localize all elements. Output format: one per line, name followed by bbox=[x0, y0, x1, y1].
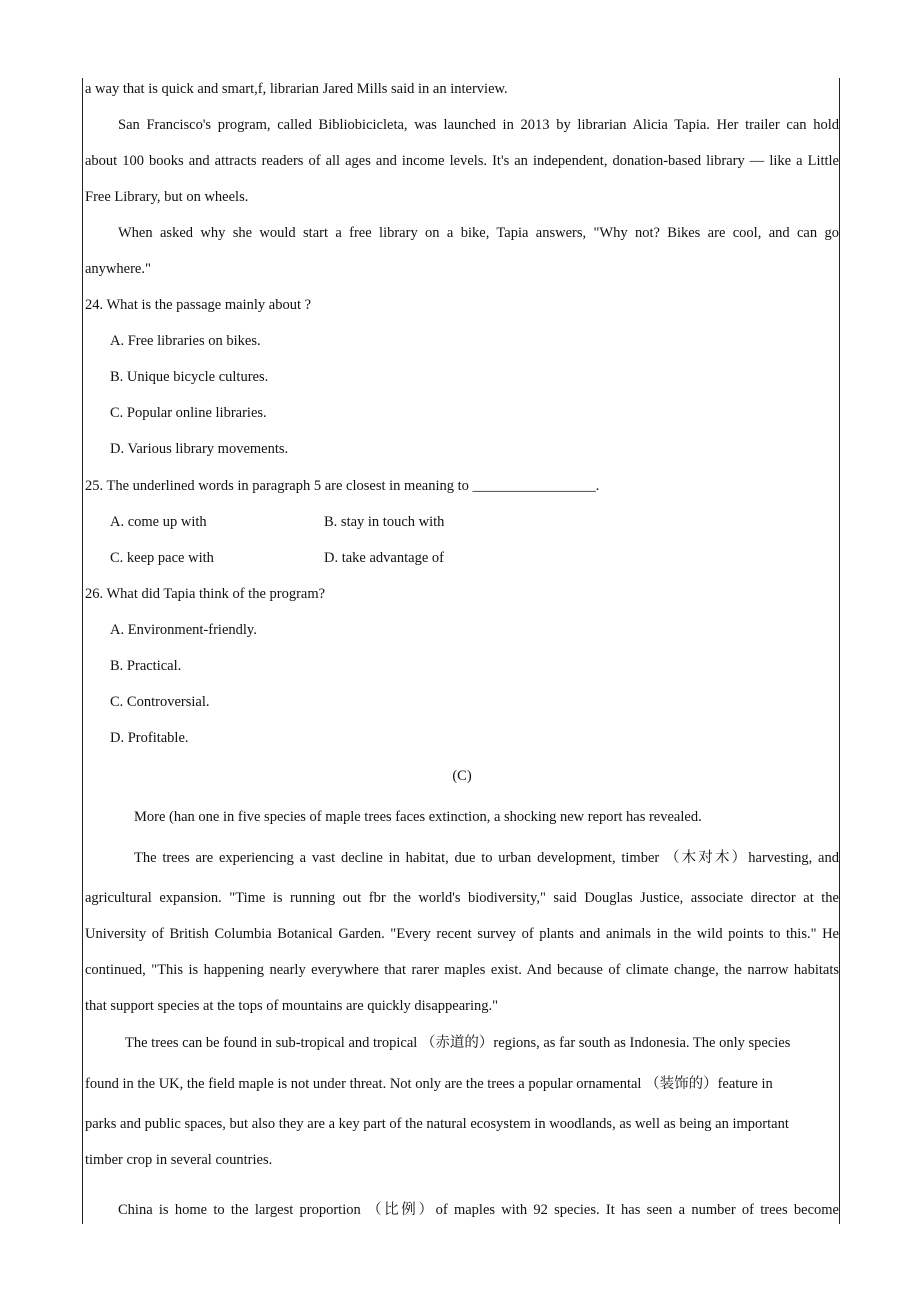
passage-c-paragraph-line: agricultural expansion. "Time is running out fbr the world's biodiversity," said Douglas Justice, associate director at the bbox=[85, 890, 839, 906]
question-26-stem: 26. What did Tapia think of the program? bbox=[85, 586, 326, 602]
question-25-stem: 25. The underlined words in paragraph 5 are closest in meaning to _________________. bbox=[85, 478, 600, 494]
passage-c-paragraph-line: More (han one in five species of maple trees faces extinction, a shocking new report has revealed. bbox=[134, 809, 702, 825]
passage-b-paragraph-line: Free Library, but on wheels. bbox=[85, 189, 249, 205]
question-26-option-a: A. Environment-friendly. bbox=[110, 622, 257, 638]
question-26-option-d: D. Profitable. bbox=[110, 730, 189, 746]
page-frame-right-border bbox=[839, 78, 840, 1224]
question-24-option-b: B. Unique bicycle cultures. bbox=[110, 369, 269, 385]
passage-c-heading: (C) bbox=[452, 768, 472, 784]
passage-c-paragraph-line: parks and public spaces, but also they are a key part of the natural ecosystem in woodlands, as well as being an important bbox=[85, 1116, 789, 1132]
question-24-option-a: A. Free libraries on bikes. bbox=[110, 333, 261, 349]
passage-c-paragraph-line: that support species at the tops of mountains are quickly disappearing." bbox=[85, 998, 499, 1014]
passage-b-paragraph-line: anywhere." bbox=[85, 261, 151, 277]
passage-b-paragraph-line: San Francisco's program, called Bibliobicicleta, was launched in 2013 by librarian Alicia Tapia. Her trailer can hold bbox=[118, 117, 839, 133]
passage-b-paragraph-line: When asked why she would start a free library on a bike, Tapia answers, "Why not? Bikes are cool, and can go bbox=[118, 225, 839, 241]
passage-c-paragraph-line: found in the UK, the field maple is not under threat. Not only are the trees a popular ornamental （装饰的）feature in bbox=[85, 1076, 773, 1092]
question-25-option-a: A. come up with bbox=[110, 514, 207, 530]
passage-c-paragraph-line: China is home to the largest proportion （比例）of maples with 92 species. It has seen a number of trees become bbox=[118, 1202, 839, 1218]
passage-c-paragraph-line: University of British Columbia Botanical Garden. "Every recent survey of plants and animals in the wild points to this." He bbox=[85, 926, 839, 942]
question-26-option-c: C. Controversial. bbox=[110, 694, 210, 710]
passage-b-line: a way that is quick and smart,f, librarian Jared Mills said in an interview. bbox=[85, 81, 508, 97]
question-24-option-d: D. Various library movements. bbox=[110, 441, 289, 457]
passage-c-paragraph-line: The trees are experiencing a vast decline in habitat, due to urban development, timber （木对木）harvesting, and bbox=[134, 850, 839, 866]
question-26-option-b: B. Practical. bbox=[110, 658, 182, 674]
passage-c-paragraph-line: continued, "This is happening nearly everywhere that rarer maples exist. And because of climate change, the narrow habitats bbox=[85, 962, 839, 978]
question-25-option-c: C. keep pace with bbox=[110, 550, 214, 566]
passage-b-paragraph-line: about 100 books and attracts readers of all ages and income levels. It's an independent, donation-based library — like a Little bbox=[85, 153, 839, 169]
question-25-option-d: D. take advantage of bbox=[324, 550, 444, 566]
question-24-option-c: C. Popular online libraries. bbox=[110, 405, 267, 421]
question-25-option-b: B. stay in touch with bbox=[324, 514, 445, 530]
page-frame-left-border bbox=[82, 78, 83, 1224]
question-24-stem: 24. What is the passage mainly about ? bbox=[85, 297, 312, 313]
passage-c-paragraph-line: timber crop in several countries. bbox=[85, 1152, 273, 1168]
passage-c-paragraph-line: The trees can be found in sub-tropical and tropical （赤道的）regions, as far south as Indonesia. The only species bbox=[125, 1035, 791, 1051]
